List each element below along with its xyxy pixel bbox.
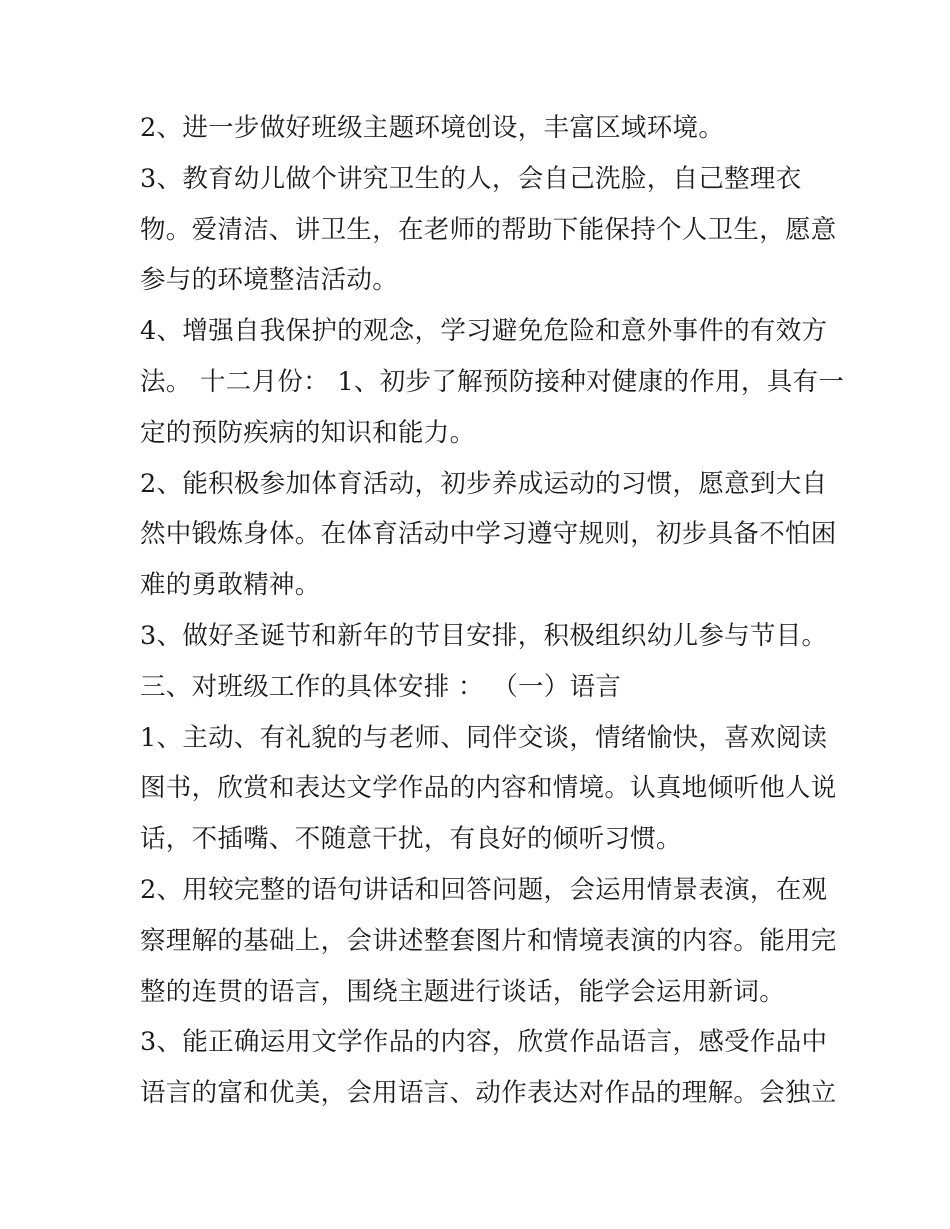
text-line: 整的连贯的语言，围绕主题进行谈话，能学会运用新词。 [140, 976, 786, 1007]
text-line: 3、做好圣诞节和新年的节目安排，积极组织幼儿参与节目。 [140, 620, 828, 651]
text-line: 参与的环境整洁活动。 [140, 265, 399, 296]
text-line: 3、能正确运用文学作品的内容，欣赏作品语言，感受作品中 [140, 1027, 828, 1058]
text-line: 3、教育幼儿做个讲究卫生的人，会自己洗脸，自己整理衣 [140, 163, 802, 194]
document-page [140, 103, 845, 1119]
text-line: 察理解的基础上，会讲述整套图片和情境表演的内容。能用完 [140, 925, 837, 956]
text-line: 2、用较完整的语句讲话和回答问题，会运用情景表演，在观 [140, 874, 828, 905]
text-line: 难的勇敢精神。 [140, 570, 321, 601]
text-line: 法。 十二月份： 1、初步了解预防接种对健康的作用，具有一 [140, 366, 845, 397]
text-line: 2、进一步做好班级主题环境创设，丰富区域环境。 [140, 113, 725, 143]
text-line: 然中锻炼身体。在体育活动中学习遵守规则，初步具备不怕困 [140, 519, 837, 550]
text-line: 话，不插嘴、不随意干扰，有良好的倾听习惯。 [140, 824, 682, 855]
text-line: 1、主动、有礼貌的与老师、同伴交谈，情绪愉快，喜欢阅读 [140, 722, 828, 753]
section-heading: 三、对班级工作的具体安排 ： （一）语言 [140, 671, 622, 702]
text-line: 物。爱清洁、讲卫生，在老师的帮助下能保持个人卫生，愿意 [140, 214, 837, 245]
text-line: 2、能积极参加体育活动，初步养成运动的习惯，愿意到大自 [140, 468, 828, 499]
text-line: 定的预防疾病的知识和能力。 [140, 417, 476, 448]
text-line: 4、增强自我保护的观念，学习避免危险和意外事件的有效方 [140, 316, 828, 347]
text-line: 图书，欣赏和表达文学作品的内容和情境。认真地倾听他人说 [140, 773, 837, 804]
text-line: 语言的富和优美，会用语言、动作表达对作品的理解。会独立 [140, 1078, 837, 1109]
